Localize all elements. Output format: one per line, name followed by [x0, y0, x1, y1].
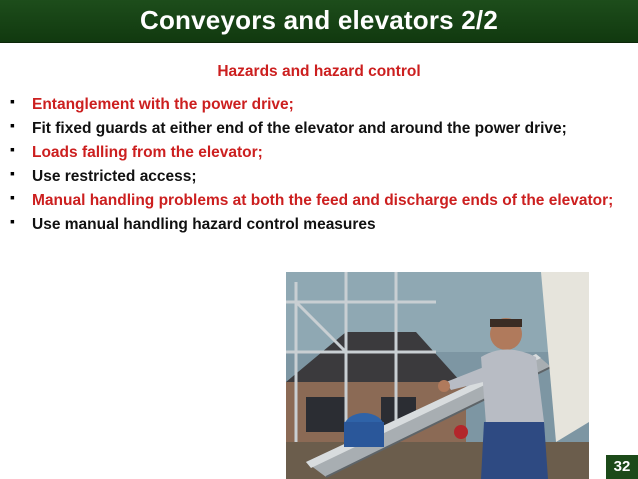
bullet-text: Fit fixed guards at either end of the elevator and around the power drive; — [32, 120, 567, 137]
slide-subtitle: Hazards and hazard control — [217, 63, 421, 80]
bullet-dot-icon: ▪ — [10, 141, 15, 157]
page-number: 32 — [606, 455, 638, 479]
bullet-item-hazard — [10, 94, 620, 115]
bullet-dot-icon: ▪ — [10, 213, 15, 229]
title-bar — [0, 0, 638, 43]
bullet-item-control — [10, 166, 620, 187]
bullet-text: Entanglement with the power drive; — [32, 96, 294, 113]
bullet-item-hazard — [10, 142, 620, 163]
bullet-item-control — [10, 118, 620, 139]
bullet-text: Use restricted access; — [32, 168, 197, 185]
elevator-photo-illustration — [286, 272, 589, 479]
bullet-item-control — [10, 214, 620, 235]
bullet-dot-icon: ▪ — [10, 165, 15, 181]
bullet-dot-icon: ▪ — [10, 93, 15, 109]
bullet-dot-icon: ▪ — [10, 117, 15, 133]
slide-title: Conveyors and elevators 2/2 — [140, 5, 498, 35]
bullet-list — [10, 94, 620, 238]
bullet-dot-icon: ▪ — [10, 189, 15, 205]
elevator-photo — [286, 272, 589, 479]
bullet-text: Use manual handling hazard control measures — [32, 216, 376, 233]
bullet-text: Manual handling problems at both the feed and discharge ends of the elevator; — [32, 192, 614, 209]
bullet-text: Loads falling from the elevator; — [32, 144, 263, 161]
bullet-item-hazard — [10, 190, 620, 211]
